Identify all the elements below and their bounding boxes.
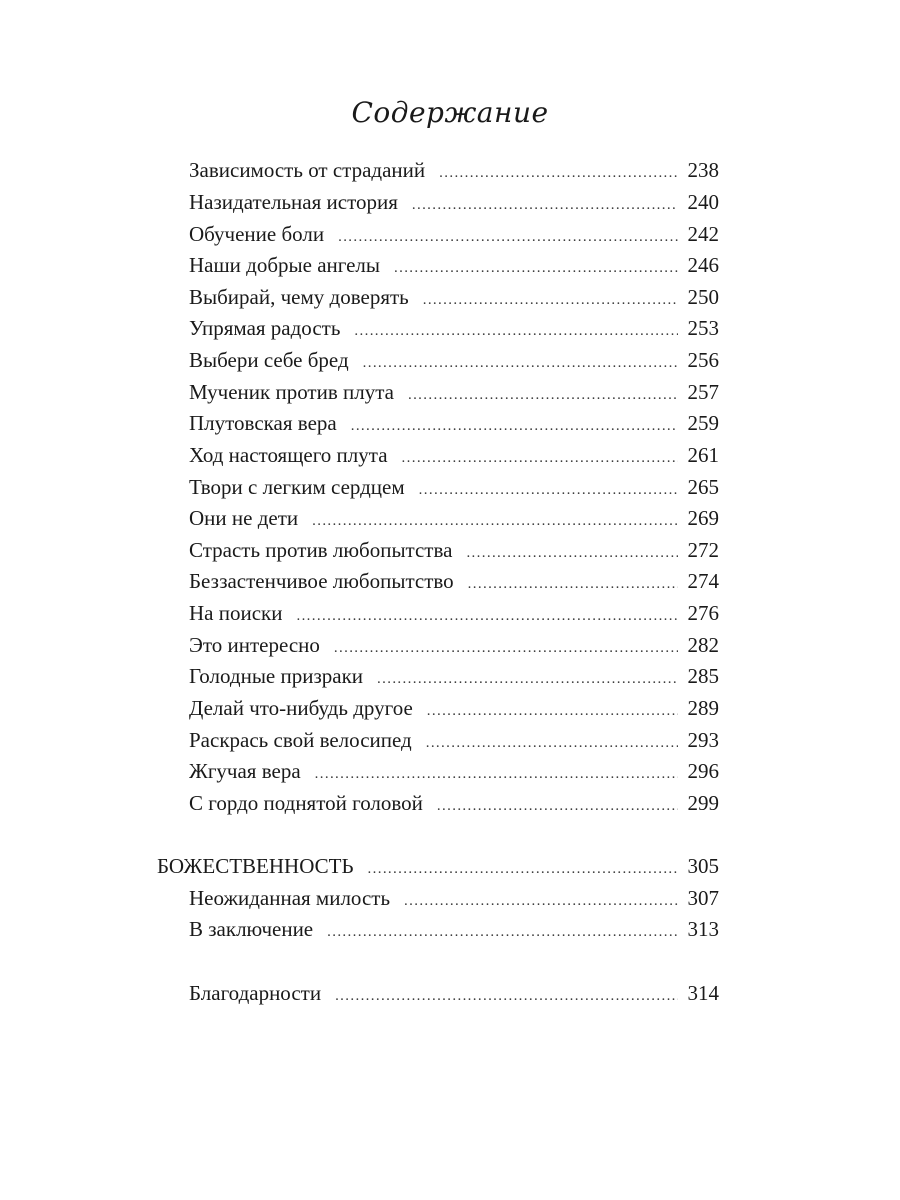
toc-entry[interactable] [189,569,719,601]
toc-entry-title: С гордо поднятой головой [189,791,423,815]
toc-entry[interactable] [189,759,719,791]
toc-entry-title: Благодарности [189,981,322,1005]
dot-leader [439,165,678,182]
toc-entry-title: Ход настоящего плута [189,443,388,467]
toc-entry-title: Упрямая радость [189,316,341,340]
toc-entry[interactable] [189,917,719,949]
dot-leader [427,703,678,720]
toc-entry[interactable] [189,411,719,443]
toc-entry-title: Плутовская вера [189,411,337,435]
dot-leader [296,608,678,625]
toc-entry-page: 257 [687,380,719,404]
toc-entry-title: Голодные призраки [189,664,364,688]
toc-entry-page: 299 [687,791,719,815]
toc-entry-title: Это интересно [189,633,320,657]
dot-leader [468,576,678,593]
toc-entry-title: Твори с легким сердцем [189,475,405,499]
dot-leader [408,387,678,404]
dot-leader [327,924,678,941]
toc-entry-page: 289 [687,696,719,720]
dot-leader [402,450,678,467]
toc-entry-title: Они не дети [189,506,299,530]
toc-entry[interactable] [189,791,719,823]
toc-section[interactable] [157,854,719,886]
toc-entry-title: Страсть против любопытства [189,538,453,562]
dot-leader [466,545,678,562]
toc-entry-page: 259 [687,411,719,435]
toc-entry-page: 285 [687,664,719,688]
dot-leader [377,671,678,688]
toc-entry[interactable] [189,506,719,538]
toc-entry-page: 238 [687,158,719,182]
toc-entry-page: 272 [687,538,719,562]
dot-leader [354,323,678,340]
toc-entry-page: 240 [687,190,719,214]
toc-entry[interactable] [189,348,719,380]
toc-entry[interactable] [189,316,719,348]
toc-entry-title: Беззастенчивое любопытство [189,569,454,593]
dot-leader [368,861,678,878]
toc-entry[interactable] [189,222,719,254]
toc-entry-page: 293 [687,728,719,752]
toc-entry-page: 256 [687,348,719,372]
toc-entry[interactable] [189,190,719,222]
toc-entry-page: 296 [687,759,719,783]
toc-entry-title: Неожиданная милость [189,886,391,910]
toc-entry-title: Зависимость от страданий [189,158,426,182]
toc-entry-page: 282 [687,633,719,657]
toc-entry-page: 265 [687,475,719,499]
page-title: Содержание [351,96,549,129]
dot-leader [426,735,678,752]
toc-entry-title: Делай что-нибудь другое [189,696,413,720]
toc-entry[interactable] [189,696,719,728]
dot-leader [363,355,678,372]
dot-leader [394,260,678,277]
toc-entry-page: 274 [687,569,719,593]
dot-leader [312,513,678,530]
toc-entry[interactable] [189,475,719,507]
toc-entry-page: 246 [687,253,719,277]
toc-entry-page: 313 [687,917,719,941]
toc-entry[interactable] [189,253,719,285]
toc-entry-title: Раскрась свой велосипед [189,728,412,752]
toc-entry-page: 276 [687,601,719,625]
dot-leader [404,893,678,910]
dot-leader [338,229,678,246]
toc-entry[interactable] [189,601,719,633]
toc-entry-title: Жгучая вера [189,759,301,783]
toc-section-title: БОЖЕСТВЕННОСТЬ [157,854,354,878]
dot-leader [437,798,678,815]
toc-entry-title: Наши добрые ангелы [189,253,380,277]
toc-entry[interactable] [189,728,719,760]
toc-entry[interactable] [189,538,719,570]
toc-entry-title: На поиски [189,601,283,625]
toc-entry[interactable] [189,158,719,190]
dot-leader [334,640,678,657]
toc-entry-page: 250 [687,285,719,309]
toc-entry-page: 307 [687,886,719,910]
toc-entry-title: Обучение боли [189,222,325,246]
toc-entry-title: В заключение [189,917,314,941]
toc-entry[interactable] [189,664,719,696]
dot-leader [419,482,678,499]
toc-entry[interactable] [189,285,719,317]
toc-entry-page: 314 [687,981,719,1005]
dot-leader [315,766,678,783]
toc-entry[interactable] [189,633,719,665]
toc-entry-page: 269 [687,506,719,530]
toc-entry-title: Выбери себе бред [189,348,349,372]
toc-entry-page: 242 [687,222,719,246]
toc-entry[interactable] [189,443,719,475]
toc-entry-title: Выбирай, чему доверять [189,285,409,309]
toc-entry-title: Назидательная история [189,190,398,214]
dot-leader [351,418,678,435]
dot-leader [423,292,678,309]
toc-entry[interactable] [189,380,719,412]
dot-leader [412,197,678,214]
toc-section-page: 305 [687,854,719,878]
toc-entry-title: Мученик против плута [189,380,394,404]
toc-entry[interactable] [189,886,719,918]
toc-entry-page: 253 [687,316,719,340]
toc-entry-page: 261 [687,443,719,467]
toc-entry-acknowledgements[interactable] [189,981,719,1013]
dot-leader [335,988,678,1005]
